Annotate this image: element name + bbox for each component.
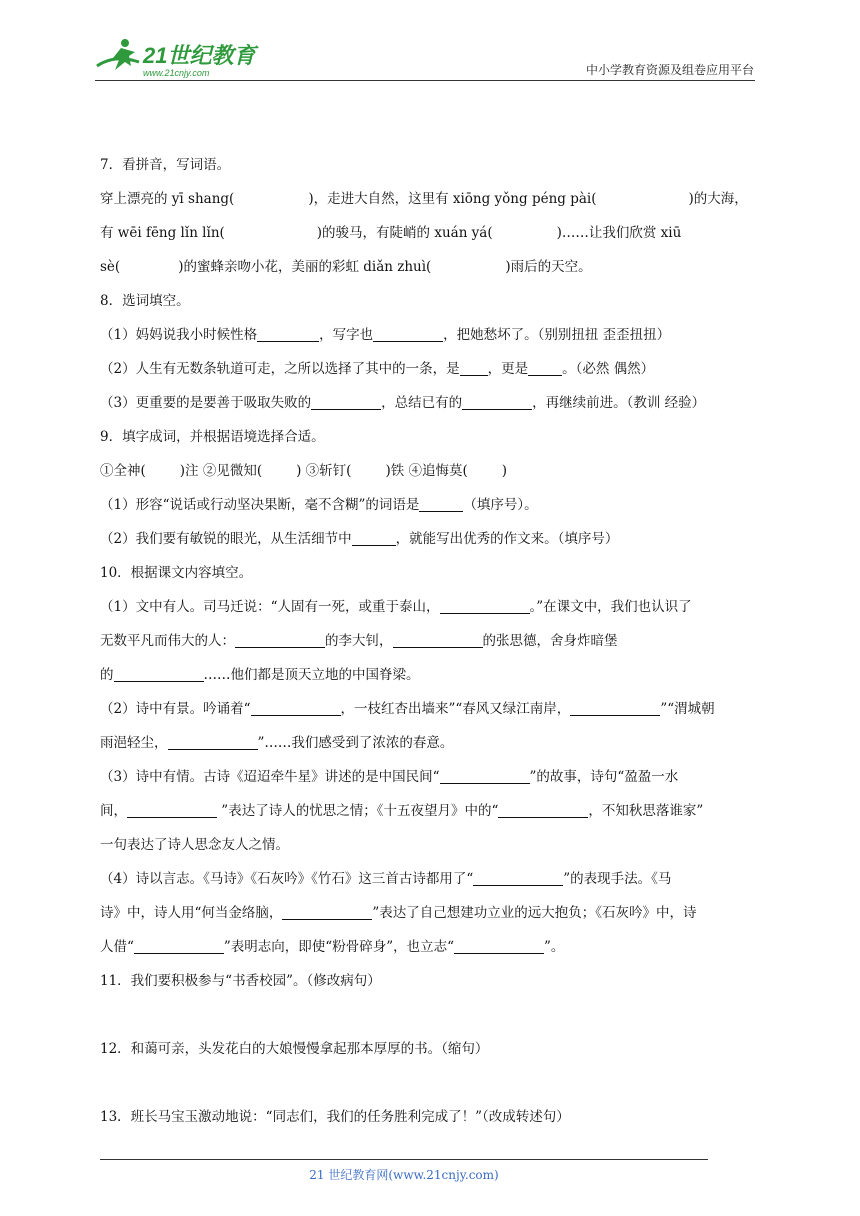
question-11: 11．我们要积极参与“书香校园”。（修改病句） <box>100 973 381 989</box>
q10-text: 。”在课文中，我们也认识了 <box>529 599 692 615</box>
question-9-options <box>100 454 766 488</box>
question-12: 12．和蔼可亲，头发花白的大娘慢慢拿起那本厚厚的书。（缩句） <box>100 1041 489 1057</box>
q9-text: （2）我们要有敏锐的眼光，从生活细节中 <box>100 531 352 547</box>
q8-text: ，总结已有的 <box>381 395 463 411</box>
q7-text: )……让我们欣赏 xiū <box>556 225 682 241</box>
q10-text: ”。 <box>544 939 565 955</box>
q10-text: ，一枝红杏出墙来”“春风又绿江南岸， <box>340 701 571 717</box>
q7-text: )的骏马，有陡峭的 xuán yá( <box>316 225 493 241</box>
site-logo <box>95 36 265 80</box>
question-13: 13．班长马宝玉激动地说：“同志们，我们的任务胜利完成了！”（改成转述句） <box>100 1109 570 1125</box>
q8-text: ，写字也 <box>319 327 374 343</box>
q10-text: 的李大钊， <box>325 633 393 649</box>
footer-divider <box>100 1159 708 1160</box>
q10-text: ”“渭城朝 <box>660 701 715 717</box>
question-8-item-1 <box>100 318 766 352</box>
question-10-title: 10．根据课文内容填空。 <box>100 565 253 581</box>
answer-blank[interactable] <box>257 323 319 342</box>
answer-blank[interactable] <box>440 595 530 614</box>
q10-text: ”表达了自己想建功立业的远大抱负；《石灰吟》中，诗 <box>372 905 697 921</box>
logo-title: 21世纪教育 <box>143 43 256 68</box>
answer-blank[interactable] <box>168 731 258 750</box>
footer-source: 21 世纪教育网(www.21cnjy.com) <box>309 1168 499 1182</box>
answer-blank[interactable] <box>473 867 563 886</box>
question-10-p2-line-2 <box>100 726 766 760</box>
q8-text: ，把她愁坏了。（别别扭扭 歪歪扭扭） <box>443 327 671 343</box>
q8-text: （2）人生有无数条轨道可走，之所以选择了其中的一条，是 <box>100 361 460 377</box>
q9-text: ①全神( <box>100 463 146 479</box>
q10-text: ”表达了诗人的忧思之情；《十五夜望月》中的“ <box>217 803 499 819</box>
question-8-title: 8．选词填空。 <box>100 293 190 309</box>
q7-text: )的大海， <box>688 191 748 207</box>
q9-text: ) <box>501 463 508 479</box>
q10-text: （1）文中有人。司马迁说：“人固有一死，或重于泰山， <box>100 599 440 615</box>
question-9-item-2 <box>100 522 766 556</box>
answer-blank[interactable] <box>352 527 396 546</box>
q9-text: ，就能写出优秀的作文来。（填序号） <box>395 531 619 547</box>
answer-area[interactable] <box>100 998 766 1032</box>
q8-text: 。（必然 偶然） <box>562 361 655 377</box>
q9-text: ) ③斩钉( <box>296 463 352 479</box>
q10-text: （3）诗中有情。古诗《迢迢牵牛星》讲述的是中国民间“ <box>100 769 440 785</box>
question-10-p4-line-2 <box>100 896 766 930</box>
q8-text: （1）妈妈说我小时候性格 <box>100 327 258 343</box>
question-10-p4-line-3 <box>100 930 766 964</box>
q9-text: )铁 ④追悔莫( <box>385 463 468 479</box>
q10-text: ，不知秋思落谁家” <box>588 803 704 819</box>
answer-blank[interactable] <box>235 629 325 648</box>
answer-blank[interactable] <box>570 697 660 716</box>
q7-text: 穿上漂亮的 yī shang( <box>100 191 235 207</box>
question-10-p3-line-2 <box>100 794 766 828</box>
worksheet-body <box>100 148 766 1134</box>
question-7-line-1 <box>100 182 766 216</box>
answer-blank[interactable] <box>373 323 443 342</box>
q10-text: 人借“ <box>100 939 134 955</box>
header-divider <box>95 80 755 81</box>
answer-blank[interactable] <box>419 493 463 512</box>
question-10-p4-line-1 <box>100 862 766 896</box>
q10-text: ”……我们感受到了浓浓的春意。 <box>257 735 454 751</box>
q10-text: 的张思德，舍身炸暗堡 <box>482 633 618 649</box>
question-10-p1-line-1 <box>100 590 766 624</box>
question-10-p3-line-3: 一句表达了诗人思念友人之情。 <box>100 837 289 853</box>
answer-blank[interactable] <box>440 765 530 784</box>
answer-blank[interactable] <box>251 697 341 716</box>
question-7-title: 7．看拼音，写词语。 <box>100 157 231 173</box>
answer-blank[interactable] <box>462 391 532 410</box>
q10-text: （2）诗中有景。吟诵着“ <box>100 701 251 717</box>
answer-blank[interactable] <box>127 799 217 818</box>
question-10-p3-line-1 <box>100 760 766 794</box>
q9-text: （1）形容“说话或行动坚决果断，毫不含糊”的词语是 <box>100 497 420 513</box>
answer-blank[interactable] <box>114 663 204 682</box>
q7-text: )，走进大自然，这里有 xiōng yǒng péng pài( <box>308 191 597 207</box>
q8-text: ，再继续前进。（教训 经验） <box>532 395 706 411</box>
answer-blank[interactable] <box>460 357 488 376</box>
answer-blank[interactable] <box>454 935 544 954</box>
q10-text: （4）诗以言志。《马诗》《石灰吟》《竹石》这三首古诗都用了“ <box>100 871 474 887</box>
question-9-title: 9．填字成词，并根据语境选择合适。 <box>100 429 325 445</box>
answer-blank[interactable] <box>311 391 381 410</box>
question-10-p2-line-1 <box>100 692 766 726</box>
q10-text: ”的故事，诗句“盈盈一水 <box>529 769 679 785</box>
question-9-item-1 <box>100 488 766 522</box>
q10-text: 诗》中，诗人用“何当金络脑， <box>100 905 283 921</box>
q10-text: 无数平凡而伟大的人： <box>100 633 235 649</box>
q10-text: 雨浥轻尘， <box>100 735 168 751</box>
answer-blank[interactable] <box>393 629 483 648</box>
answer-blank[interactable] <box>282 901 372 920</box>
question-8-item-3 <box>100 386 766 420</box>
q10-text: ……他们都是顶天立地的中国脊梁。 <box>203 667 420 683</box>
q10-text: 间， <box>100 803 127 819</box>
answer-blank[interactable] <box>498 799 588 818</box>
q10-text: ”的表现手法。《马 <box>563 871 672 887</box>
runner-icon <box>97 39 139 70</box>
q8-text: （3）更重要的是要善于吸取失败的 <box>100 395 312 411</box>
answer-blank[interactable] <box>134 935 224 954</box>
q9-text: )注 ②见微知( <box>179 463 263 479</box>
platform-name: 中小学教育资源及组卷应用平台 <box>585 63 754 77</box>
logo-url: www.21cnjy.com <box>143 68 210 78</box>
q8-text: ，更是 <box>487 361 529 377</box>
question-10-p1-line-3 <box>100 658 766 692</box>
answer-blank[interactable] <box>528 357 562 376</box>
question-10-p1-line-2 <box>100 624 766 658</box>
q10-text: 的 <box>100 667 114 683</box>
q9-text: （填序号）。 <box>463 497 538 513</box>
q10-text: ”表明志向，即使“粉骨碎身”，也立志“ <box>223 939 455 955</box>
q7-text: )雨后的天空。 <box>505 259 592 275</box>
answer-area[interactable] <box>100 1066 766 1100</box>
q7-text: sè( <box>100 259 121 275</box>
q7-text: 有 wēi fēng lǐn lǐn( <box>100 225 225 241</box>
question-8-item-2 <box>100 352 766 386</box>
q7-text: )的蜜蜂亲吻小花，美丽的彩虹 diǎn zhuì( <box>178 259 432 275</box>
question-7-line-3 <box>100 250 766 284</box>
question-7-line-2 <box>100 216 766 250</box>
